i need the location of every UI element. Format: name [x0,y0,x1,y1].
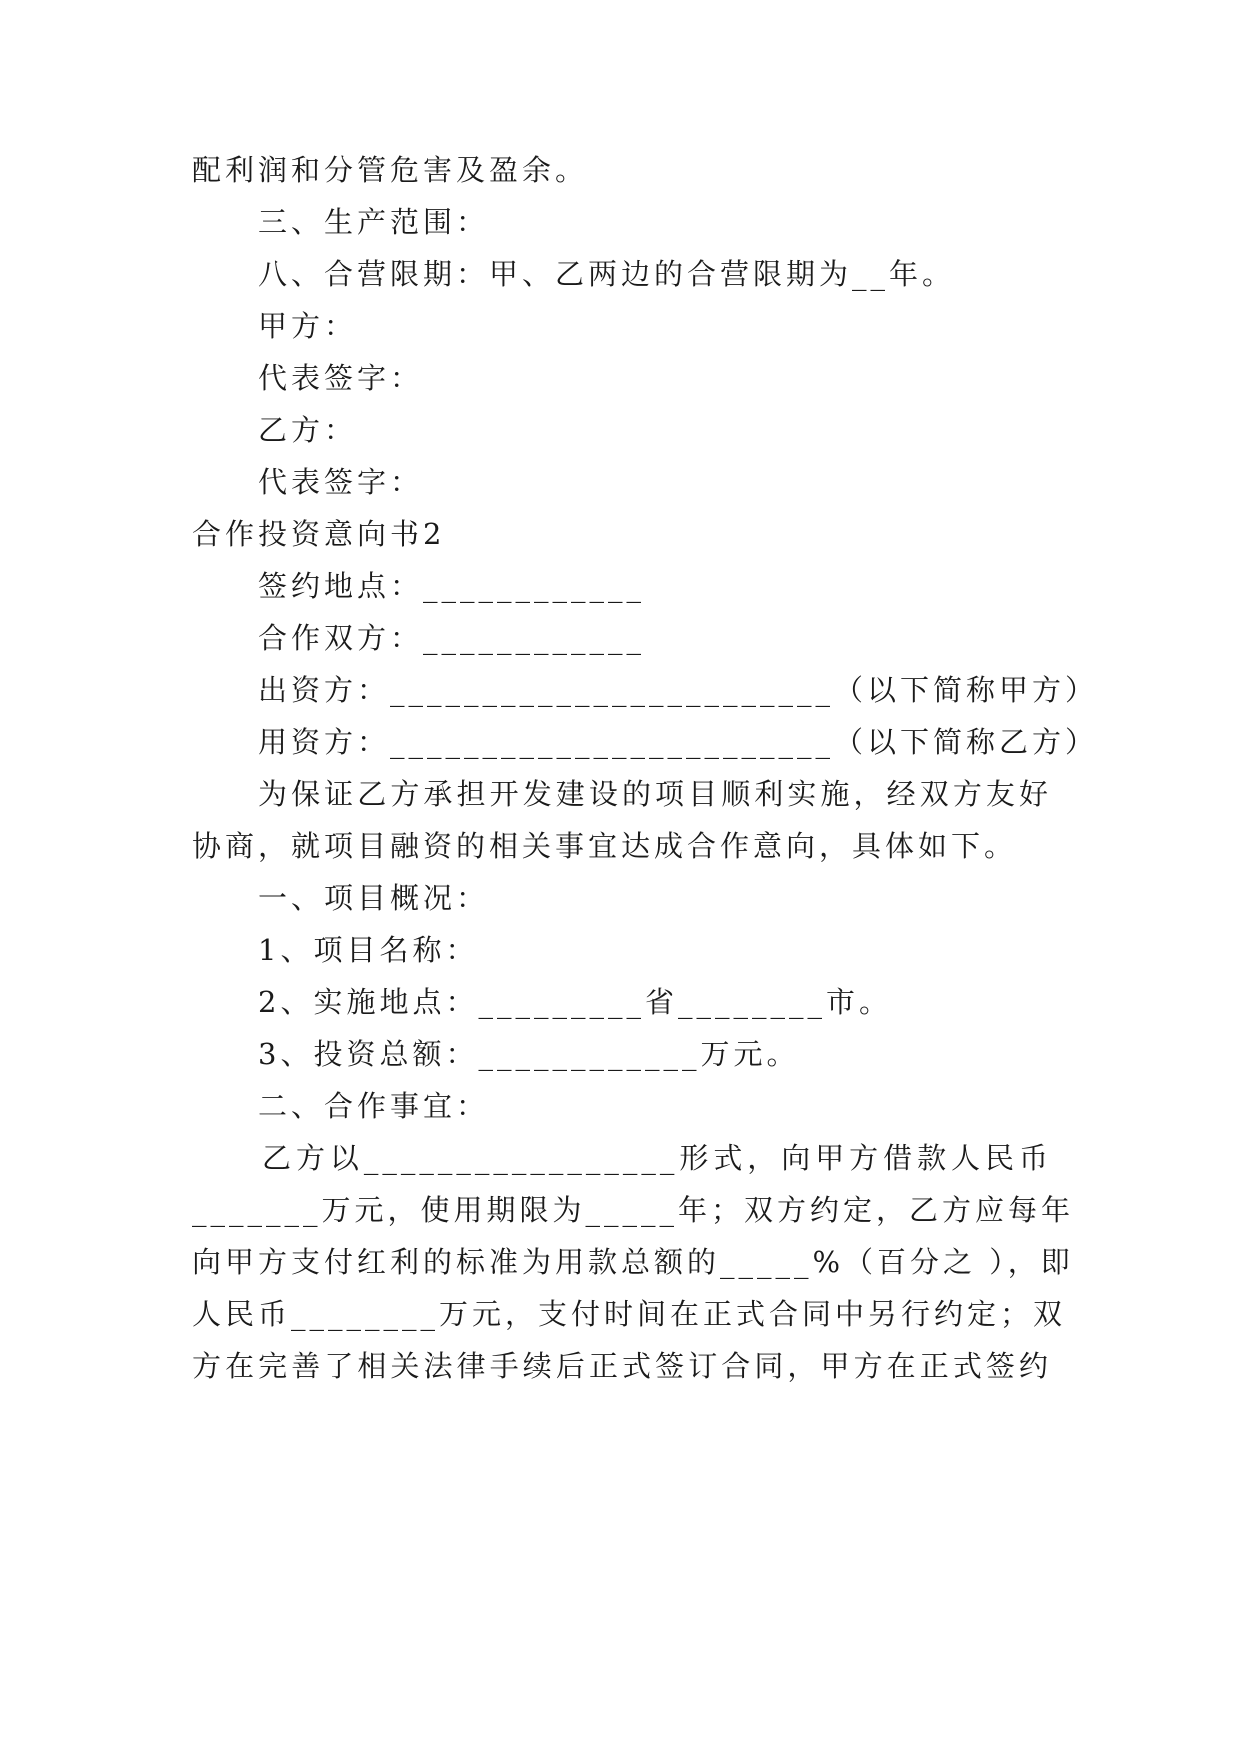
paragraph-line: 配利润和分管危害及盈余。 [192,153,589,187]
section-heading: 二、合作事宜： [258,1089,490,1123]
paragraph-line: _______万元，使用期限为_____年；双方约定，乙方应每年 [192,1193,1075,1227]
signature-label: 代表签字： [258,465,424,499]
document-title: 合作投资意向书2 [192,517,446,551]
borrower-field: 用资方：________________________（以下简称乙方） [258,725,1099,759]
paragraph-line: 协商，就项目融资的相关事宜达成合作意向，具体如下。 [192,829,1018,863]
paragraph-line: 向甲方支付红利的标准为用款总额的_____%（百分之 ），即 [192,1245,1074,1279]
signature-label: 代表签字： [258,361,424,395]
investment-total-field: 3、投资总额：____________万元。 [258,1037,800,1071]
party-b-label: 乙方： [258,413,358,447]
paragraph-line: 方在完善了相关法律手续后正式签订合同，甲方在正式签约 [192,1349,1052,1383]
signing-place-field: 签约地点：____________ [258,569,646,603]
party-a-label: 甲方： [258,309,358,343]
paragraph-line: 八、合营限期：甲、乙两边的合营限期为__年。 [258,257,956,291]
paragraph-line: 乙方以_________________形式，向甲方借款人民币 [262,1141,1052,1175]
section-heading: 三、生产范围： [258,205,490,239]
project-name-field: 1、项目名称： [258,933,479,967]
parties-field: 合作双方：____________ [258,621,646,655]
investor-field: 出资方：________________________（以下简称甲方） [258,673,1099,707]
section-heading: 一、项目概况： [258,881,490,915]
paragraph-line: 为保证乙方承担开发建设的项目顺利实施，经双方友好 [258,777,1052,811]
paragraph-line: 人民币________万元，支付时间在正式合同中另行约定；双 [192,1297,1067,1331]
project-location-field: 2、实施地点：_________省________市。 [258,985,892,1019]
